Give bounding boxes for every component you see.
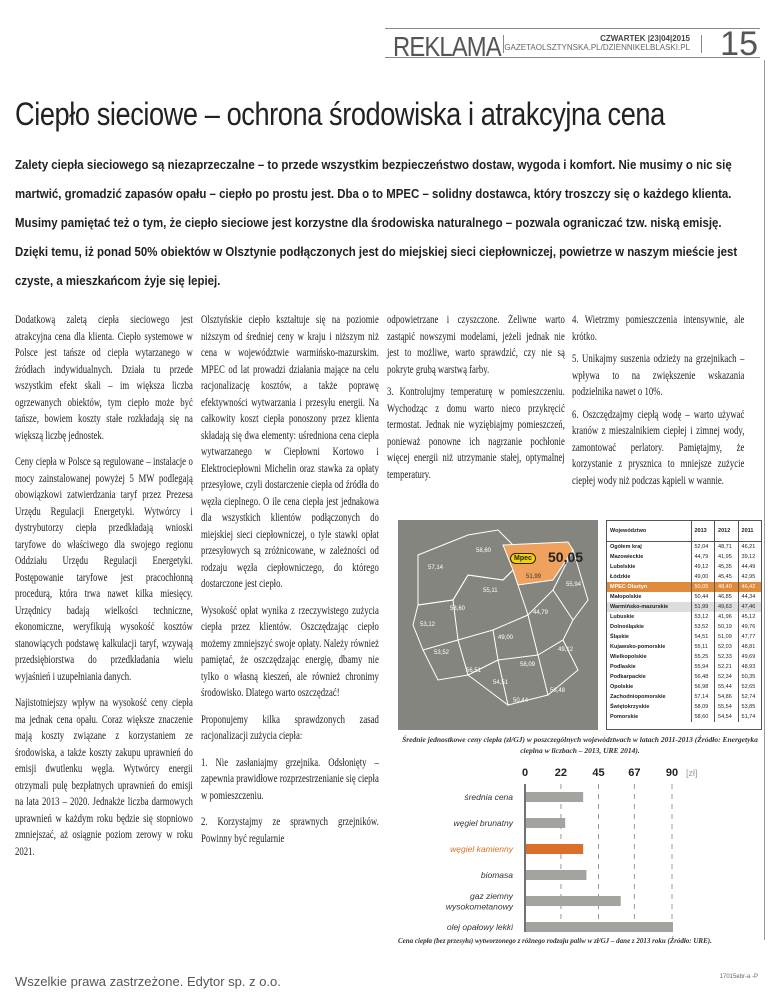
map-label: 53,52 (434, 650, 450, 656)
article-title: Ciepło sieciowe – ochrona środowiska i atrakcyjna cena (15, 96, 665, 132)
table-cell: 44,34 (738, 592, 761, 602)
bar (526, 870, 586, 880)
map-label: 56,48 (550, 688, 566, 694)
table-cell: 52,65 (738, 682, 761, 692)
paragraph: Proponujemy kilka sprawdzonych zasad racjonalizacji zużycia ciepła: (201, 713, 379, 742)
table-cell: 2012 (715, 521, 739, 541)
category-label: wysokometanowy (445, 901, 513, 912)
paragraph: Najistotniejszy wpływ na wysokość ceny ciepła ma jednak cena opału. Coraz większe znaczenie mają koszty związane z korzystaniem ze środowiska, a także koszty zakupu uprawnień do emisji dwutlenku węgla. Wytwórcy energii otrzymali pulę bezpłatnych uprawnień do emisji na lata 2013 – 2020. Jednakże liczba darmowych uprawnień w każdym roku będzie się stopniowo zmniejszać, aż osiągnie poziom zerowy w roku 2021. (15, 697, 193, 858)
map-label: 58,09 (520, 662, 536, 668)
map-label: 58,60 (450, 606, 466, 612)
table-cell: 56,48 (691, 672, 715, 682)
table-cell: 48,71 (715, 541, 739, 552)
table-row (607, 692, 761, 702)
table-cell: 50,44 (691, 592, 715, 602)
table-cell: 46,85 (715, 592, 739, 602)
table-cell: 53,85 (738, 702, 761, 712)
paragraph: Ceny ciepła w Polsce są regulowane – instalacje o mocy zainstalowanej powyżej 5 MW podlegają obowiązkowi zatwierdzania taryf przez Prezesa Urzędu Regulacji Energetyki. Wytwórcy i dystrybutorzy ciepła przedkładają wnioski taryfowe do właściwego dla swojego regionu Oddziału Urzędu Regulacji Energetyki. Postępowanie taryfowe jest pracochłonną procedurą, która trwa nawet kilka miesięcy. Urzędnicy badają wielkości techniczne, ekonomiczne, weryfikują wysokość kosztów stanowiących podstawę kalkulacji taryf, wzywają przedsiębiorstwa do przedkładania wielu wyjaśnień i uzupełniania danych. (15, 456, 193, 683)
table-cell: Lubelskie (610, 563, 636, 570)
table-cell: 47,46 (738, 602, 761, 612)
table-cell: 45,35 (715, 562, 739, 572)
table-cell: 55,25 (691, 652, 715, 662)
map-label: 53,12 (420, 622, 436, 628)
paragraph: 5. Unikajmy suszenia odzieży na grzejnikach – wpływa to na zwiększenie wskazania podzielnika nawet o 10%. (572, 353, 745, 398)
table-cell: Opolskie (610, 683, 634, 690)
paragraph: Wysokość opłat wynika z rzeczywistego zużycia ciepła przez klientów. Oszczędzając ciepło możemy zmniejszyć swoje opłaty. Należy również pamiętać, że oszczędzając energię, dbamy nie tylko o własną kieszeń, ale również chronimy środowisko. Dlatego warto oszczędzać! (201, 604, 379, 699)
map-label: 56,51 (466, 668, 482, 674)
category-label: biomasa (480, 870, 513, 880)
table-cell: Zachodniopomorskie (610, 693, 666, 700)
table-cell: Województwo (607, 521, 691, 541)
map-label: 50,44 (513, 698, 529, 704)
table-row (607, 652, 761, 662)
bar (526, 896, 621, 906)
table-row (607, 572, 761, 582)
table-cell: 49,76 (738, 622, 761, 632)
table-row (607, 592, 761, 602)
table-cell: 54,86 (715, 692, 739, 702)
map-label: 49,00 (498, 635, 514, 641)
bar (526, 818, 565, 828)
category-label: węgiel brunatny (453, 818, 513, 828)
table-cell: 2011 (738, 521, 761, 541)
table-cell: 55,44 (715, 682, 739, 692)
table-cell: Mazowieckie (610, 553, 644, 560)
table-cell: 53,52 (691, 622, 715, 632)
table-row (607, 662, 761, 672)
x-tick-label: 67 (628, 767, 641, 779)
paragraph: 1. Nie zasłaniajmy grzejnika. Odsłonięty – zapewnia prawidłowe rozprzestrzenianie się ciepła w pomieszczeniu. (201, 756, 379, 802)
article-lead: Zalety ciepła sieciowego są niezaprzeczalne – to przede wszystkim bezpieczeństwo dostaw, wygoda i komfort. Nie musimy o nic się martwić, gromadzić zapasów opału – ciepło po prostu jest. Dba o to MPEC – solidny dostawca, który troszczy się o każdego klienta. Musimy pamiętać też o tym, że ciepło sieciowe jest korzystne dla środowiska naturalnego – pozwala ograniczać tzw. niską emisję. Dzięki temu, iż ponad 50% obiektów w Olsztynie podłączonych jest do miejskiej sieci ciepłowniczej, powietrze w naszym mieście jest czyste, a mieszkańcom żyje się lepiej. (15, 157, 738, 288)
page-number: 15 (720, 25, 758, 63)
table-cell: 50,19 (715, 622, 739, 632)
table-row (607, 622, 761, 632)
x-tick-label: 0 (521, 767, 529, 779)
map-label: 58,60 (476, 548, 492, 554)
poland-price-map (398, 520, 598, 730)
table-cell: 58,09 (691, 702, 715, 712)
map-label: 49,12 (558, 647, 574, 653)
table-cell: 58,60 (691, 712, 715, 722)
table-cell: 51,99 (691, 602, 715, 612)
table-cell: Podlaskie (610, 663, 636, 670)
category-label: gaz ziemny (470, 890, 513, 901)
table-cell: 45,45 (715, 572, 739, 582)
column-3 (387, 312, 565, 489)
table-cell: 49,00 (691, 572, 715, 582)
column-2 (201, 312, 379, 857)
table-cell: 47,77 (738, 632, 761, 642)
map-label: 57,14 (428, 565, 444, 571)
ad-code: 17015ebr-a -P (719, 974, 758, 980)
table-row (607, 682, 761, 692)
paragraph: Olsztyńskie ciepło kształtuje się na poziomie niższym od średniej ceny w kraju i niższym niż cena w województwie warmińsko-mazurskim. MPEC od lat prowadzi działania mające na celu racjonalizację kosztów, a także poprawę efektywności wytwarzania i przesyłu energii. Na całkowity koszt ciepła ponoszony przez klienta składają się dwa elementy: uśredniona cena ciepła wytwarzanego w Ciepłowni Kortowo i Elektrociepłowni Michelin oraz stawka za opłaty przesyłowe, czyli dostarczenie ciepła od źródła do węzła cieplnego. O ile cena ciepła jest jednakowa dla wszystkich klientów podłączonych do miejskiej sieci ciepłowniczej, o tyle stawki opłat przesyłowych są zróżnicowane, w zależności od rodzaju węzła ciepłowniczego, do którego dostarczone jest ciepło. (201, 314, 379, 590)
table-cell: Śląskie (610, 633, 629, 640)
column-1 (15, 312, 193, 870)
table-cell: Podkarpackie (610, 673, 646, 680)
bar (526, 792, 583, 802)
table-header (607, 521, 761, 541)
table-cell: 55,54 (715, 702, 739, 712)
issue-date (504, 34, 690, 52)
table-cell: 48,93 (738, 662, 761, 672)
x-tick-label: 22 (554, 767, 568, 779)
table-cell: 42,95 (738, 572, 761, 582)
chart-svg (395, 762, 768, 932)
table-cell: 52,74 (738, 692, 761, 702)
price-table (606, 520, 762, 730)
bar (526, 844, 583, 854)
table-cell: 56,98 (691, 682, 715, 692)
map-label: 51,99 (526, 574, 542, 580)
x-tick-label: 45 (592, 767, 605, 779)
paragraph: 2. Korzystajmy ze sprawnych grzejników. Powinny być regularnie (201, 816, 379, 845)
table-row (607, 642, 761, 652)
table-cell: 48,81 (738, 642, 761, 652)
table-cell: 50,35 (738, 672, 761, 682)
table-cell: 48,40 (715, 582, 739, 592)
table-cell: Ogółem kraj (610, 543, 642, 550)
unit-label: [zł] (686, 768, 698, 778)
date-text: CZWARTEK |23|04|2015 (600, 34, 690, 43)
table-cell: 45,12 (738, 612, 761, 622)
paragraph: odpowietrzane i czyszczone. Żeliwne warto zastąpić nowszymi modelami, jeżeli jednak nie jest to możliwe, warto sprawdzić, czy nie są pokryte grubą warstwą farby. (387, 314, 565, 376)
table-cell: Świętokrzyskie (610, 703, 650, 710)
table-cell: Łódzkie (610, 573, 631, 580)
table-cell: 49,12 (691, 562, 715, 572)
table-row (607, 602, 761, 612)
paragraph: 3. Kontrolujmy temperaturę w pomieszczeniu. Wychodząc z domu warto nieco przykręcić termostat. Jednak nie wyziębiajmy pomieszczeń, ponieważ ponowne ich nagrzanie pochłonie więcej energii niż utrzymanie stałej, optymalnej temperatury. (387, 386, 565, 481)
table-cell: 49,63 (715, 602, 739, 612)
table-cell: 51,74 (738, 712, 761, 722)
table-cell: 54,51 (691, 632, 715, 642)
table-cell: Warmińsko-mazurskie (610, 603, 669, 610)
mpec-logo: Mpec (510, 553, 536, 564)
table-row (607, 712, 761, 722)
table-cell: 41,96 (715, 612, 739, 622)
table-cell: Lubuskie (610, 613, 635, 620)
paragraph: 6. Oszczędzajmy ciepłą wodę – warto używać kranów z mieszalnikiem ciepłej i zimnej wody, zamontować perlatory. Pamiętajmy, że korzystanie z prysznica to mniejsze zużycie ciepłej wody niż podczas kąpieli w wannie. (572, 408, 745, 487)
copyright: Wszelkie prawa zastrzeżone. Edytor sp. z o.o. (15, 974, 281, 989)
table-cell: 52,04 (691, 541, 715, 552)
table-cell: Kujawsko-pomorskie (610, 643, 666, 650)
table-row (607, 632, 761, 642)
page-header (385, 25, 760, 63)
table-row (607, 541, 761, 552)
paragraph: 4. Wietrzmy pomieszczenia intensywnie, ale krótko. (572, 314, 745, 343)
table-row (607, 702, 761, 712)
divider (701, 35, 702, 53)
fuel-price-chart (395, 762, 768, 932)
table-cell: 55,94 (691, 662, 715, 672)
category-label: średnia cena (464, 792, 513, 802)
map-label: 44,79 (533, 610, 549, 616)
table-cell: 39,12 (738, 552, 761, 562)
table-cell: 50,05 (691, 582, 715, 592)
table-cell: 55,11 (691, 642, 715, 652)
table-row (607, 672, 761, 682)
table-cell: 52,21 (715, 662, 739, 672)
table-cell: 51,09 (715, 632, 739, 642)
table-cell: 53,12 (691, 612, 715, 622)
mpec-price: 50,05 (548, 549, 584, 565)
table-cell: 41,95 (715, 552, 739, 562)
table-cell: 49,69 (738, 652, 761, 662)
bar (526, 922, 673, 932)
table-cell: 57,14 (691, 692, 715, 702)
table-cell: Wielkopolskie (610, 653, 647, 660)
table-cell: 54,54 (715, 712, 739, 722)
table-row (607, 612, 761, 622)
table-cell: MPEC Olsztyn (610, 583, 648, 590)
map-label: 54,51 (493, 680, 509, 686)
column-4 (572, 312, 744, 495)
section-label: REKLAMA (393, 31, 501, 62)
site-url: GAZETAOLSZTYNSKA.PL/DZIENNIKELBLASKI.PL (504, 43, 690, 52)
category-label: węgiel kamienny (450, 844, 513, 854)
map-label: 55,94 (566, 582, 582, 588)
table-cell: 44,79 (691, 552, 715, 562)
table-cell: 46,21 (738, 541, 761, 552)
table-cell: 52,03 (715, 642, 739, 652)
table-cell: 2013 (691, 521, 715, 541)
table-cell: Małopolskie (610, 593, 642, 600)
chart-caption: Cena ciepła (bez przesyłu) wytworzonego z różnego rodzaju paliw w zł/GJ – dane z 2013 roku (Źródło: URE). (398, 937, 712, 945)
table-cell: Pomorskie (610, 713, 639, 720)
paragraph: Dodatkową zaletą ciepła sieciowego jest atrakcyjna cena dla klienta. Ciepło systemowe w Polsce jest tańsze od ciepła wytarzanego w źródłach indywidualnych. Działa tu przede wszystkim efekt skali – im większa liczba ogrzewanych obiektów, tym ciepło może być tańsze, bowiem koszty stałe rozkładają się na większą liczbę jednostek. (15, 314, 193, 442)
map-caption: Średnie jednostkowe ceny ciepła (zł/GJ) w poszczególnych województwach w latach 2011-2013 (Źródło: Energetyka cieplna w liczbach – 2013, URE 2014). (402, 735, 758, 755)
table-cell: Dolnośląskie (610, 623, 644, 630)
table-row (607, 562, 761, 572)
table-cell: 52,34 (715, 672, 739, 682)
x-tick-label: 90 (665, 767, 679, 779)
table-cell: 52,33 (715, 652, 739, 662)
table-row (607, 552, 761, 562)
category-label: olej opałowy lekki (446, 922, 513, 932)
table-cell: 46,42 (738, 582, 761, 592)
table-row (607, 582, 761, 592)
table-cell: 44,49 (738, 562, 761, 572)
map-label: 55,11 (483, 588, 498, 594)
